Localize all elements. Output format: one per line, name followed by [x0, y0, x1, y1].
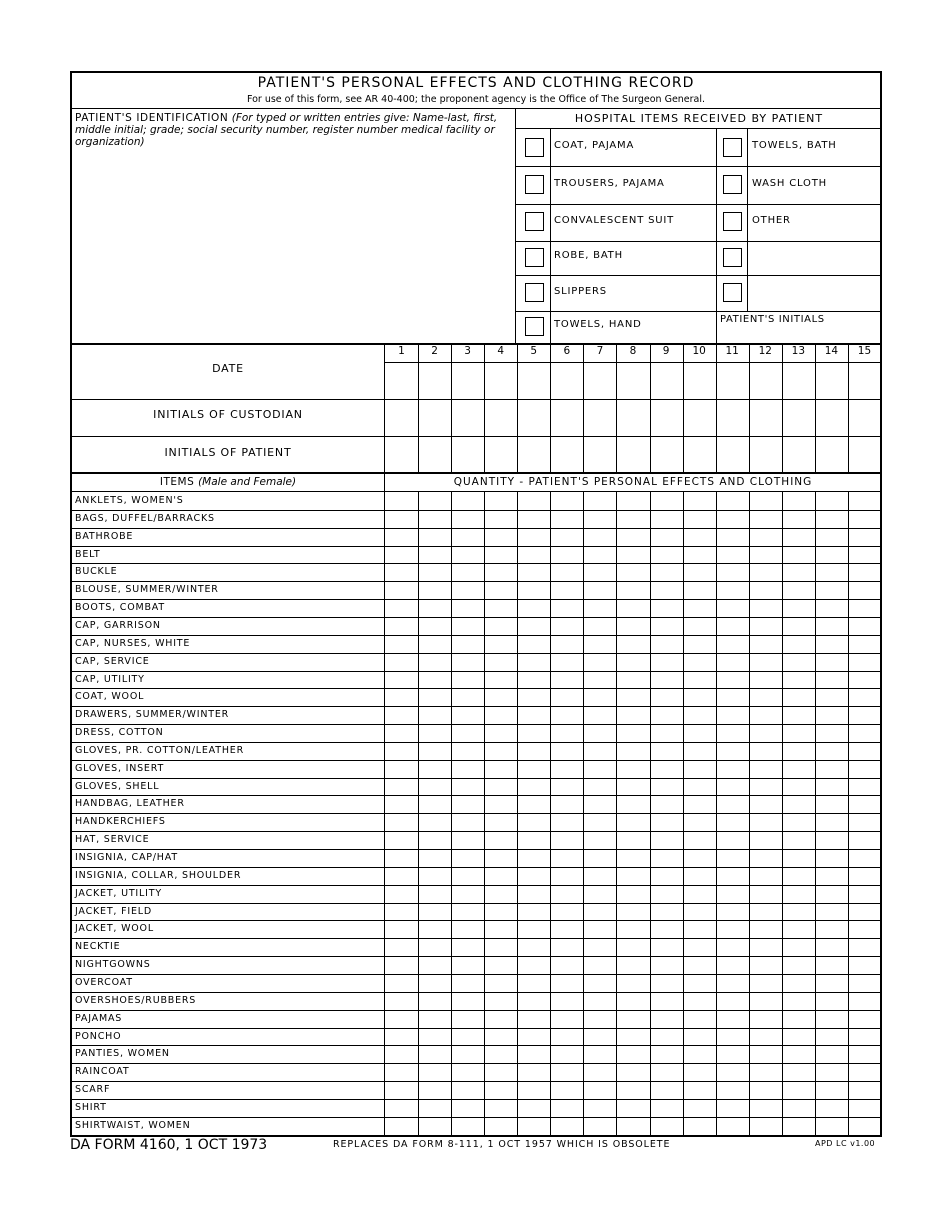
item-label: PONCHO [75, 1030, 122, 1042]
item-row-line [71, 1010, 881, 1011]
patient-identification-caption: PATIENT'S IDENTIFICATION [75, 112, 229, 124]
item-label: PAJAMAS [75, 1012, 123, 1024]
column-number: 8 [629, 345, 637, 357]
item-label: BLOUSE, SUMMER/WINTER [75, 584, 219, 596]
grid-column-line [650, 344, 651, 473]
row-label-date: DATE [212, 362, 244, 375]
column-number-divider [385, 362, 881, 363]
column-number: 12 [758, 345, 772, 357]
items-heading [72, 476, 384, 488]
row-label-patient-initials: INITIALS OF PATIENT [164, 446, 292, 459]
item-row-line [71, 849, 881, 850]
hospital-row-line [515, 275, 881, 276]
checkbox-other-blank-2[interactable] [723, 283, 742, 302]
patient-identification-instructions: (For typed or written entries give: Name-last, first, middle initial; grade; social security number, register number medical facility or organization) [75, 112, 498, 148]
column-number: 4 [497, 345, 505, 357]
hospital-row-line [515, 166, 881, 167]
grid-column-line [716, 344, 717, 473]
item-label: CAP, SERVICE [75, 655, 150, 667]
column-number: 10 [692, 345, 706, 357]
item-label: JACKET, WOOL [75, 923, 154, 935]
id-hospital-divider [515, 108, 516, 344]
item-label: NIGHTGOWNS [75, 959, 151, 971]
item-row-line [71, 920, 881, 921]
grid-column-line [815, 344, 816, 473]
checkbox-robe-bath[interactable] [525, 248, 544, 267]
item-row-line [71, 510, 881, 511]
item-row-line [71, 671, 881, 672]
item-label: DRESS, COTTON [75, 727, 164, 739]
checkbox-coat-pajama[interactable] [525, 138, 544, 157]
checkbox-other-blank-1[interactable] [723, 248, 742, 267]
item-row-line [71, 546, 881, 547]
hospital-item-label: TOWELS, HAND [554, 319, 642, 330]
item-row-line [71, 688, 881, 689]
grid-row-line [71, 399, 881, 400]
item-row-line [71, 742, 881, 743]
hospital-items-heading: HOSPITAL ITEMS RECEIVED BY PATIENT [574, 112, 824, 125]
item-row-line [71, 581, 881, 582]
item-row-line [71, 724, 881, 725]
hospital-item-label: ROBE, BATH [554, 250, 623, 261]
item-row-line [71, 706, 881, 707]
quantity-heading: QUANTITY - PATIENT'S PERSONAL EFFECTS AND CLOTHING [453, 476, 813, 488]
grid-column-line [451, 344, 452, 473]
item-row-line [71, 885, 881, 886]
hospital-right-cb-line [747, 128, 748, 311]
column-number: 7 [596, 345, 604, 357]
item-label: ANKLETS, WOMEN'S [75, 495, 184, 506]
item-label: OVERSHOES/RUBBERS [75, 994, 197, 1006]
item-label: SHIRTWAIST, WOMEN [75, 1119, 191, 1131]
grid-column-line [749, 344, 750, 473]
grid-column-line [848, 344, 849, 473]
item-label: SCARF [75, 1084, 111, 1096]
item-row-line [71, 1063, 881, 1064]
checkbox-convalescent-suit[interactable] [525, 212, 544, 231]
item-row-line [71, 1117, 881, 1118]
item-label: GLOVES, INSERT [75, 762, 165, 774]
item-label: BATHROBE [75, 530, 134, 542]
item-row-line [71, 563, 881, 564]
item-label: SHIRT [75, 1101, 107, 1113]
checkbox-other[interactable] [723, 212, 742, 231]
item-row-line [71, 1028, 881, 1029]
grid-column-line [418, 344, 419, 473]
hospital-row-line [515, 311, 881, 312]
hospital-item-label: TOWELS, BATH [752, 140, 837, 151]
item-row-line [71, 795, 881, 796]
grid-column-line [484, 344, 485, 473]
item-row-line [71, 813, 881, 814]
form-subtitle: For use of this form, see AR 40-400; the proponent agency is the Office of The Surgeon General. [246, 94, 706, 105]
grid-column-line [550, 344, 551, 473]
column-number: 3 [464, 345, 471, 357]
item-label: BOOTS, COMBAT [75, 602, 165, 614]
item-row-line [71, 653, 881, 654]
hospital-item-label: COAT, PAJAMA [554, 140, 635, 151]
item-label: COAT, WOOL [75, 691, 145, 703]
item-label: HAT, SERVICE [75, 834, 150, 846]
item-label: RAINCOAT [75, 1066, 130, 1078]
grid-column-line [583, 344, 584, 473]
item-row-line [71, 1045, 881, 1046]
item-row-line [71, 974, 881, 975]
item-label: CAP, NURSES, WHITE [75, 637, 191, 649]
column-number: 14 [824, 345, 839, 357]
column-number: 13 [791, 345, 806, 357]
form-number: DA FORM 4160, 1 OCT 1973 [70, 1137, 268, 1153]
item-label: BELT [75, 548, 101, 560]
hospital-row-line [515, 241, 881, 242]
item-row-line [71, 956, 881, 957]
grid-column-line [616, 344, 617, 473]
item-row-line [71, 635, 881, 636]
checkbox-slippers[interactable] [525, 283, 544, 302]
item-label: BAGS, DUFFEL/BARRACKS [75, 512, 215, 524]
item-row-line [71, 617, 881, 618]
item-label: BUCKLE [75, 566, 118, 578]
item-label: PANTIES, WOMEN [75, 1048, 170, 1060]
items-heading-label: ITEMS [159, 476, 195, 488]
item-row-line [71, 992, 881, 993]
checkbox-towels-bath[interactable] [723, 138, 742, 157]
item-label: JACKET, FIELD [75, 905, 152, 917]
hospital-item-label: WASH CLOTH [752, 178, 827, 189]
checkbox-towels-hand[interactable] [525, 317, 544, 336]
item-row-line [71, 778, 881, 779]
checkbox-trousers-pajama[interactable] [525, 175, 544, 194]
item-row-line [71, 1099, 881, 1100]
checkbox-wash-cloth[interactable] [723, 175, 742, 194]
grid-column-line [517, 344, 518, 473]
item-row-line [71, 528, 881, 529]
column-number: 15 [857, 345, 872, 357]
form-title: PATIENT'S PERSONAL EFFECTS AND CLOTHING RECORD [257, 75, 695, 91]
replaces-note: REPLACES DA FORM 8-111, 1 OCT 1957 WHICH IS OBSOLETE [333, 1139, 671, 1150]
item-label: CAP, UTILITY [75, 673, 145, 685]
item-label: INSIGNIA, COLLAR, SHOULDER [75, 869, 242, 881]
item-row-line [71, 867, 881, 868]
hospital-item-label: TROUSERS, PAJAMA [554, 178, 665, 189]
item-row-line [71, 599, 881, 600]
item-row-line [71, 1081, 881, 1082]
hospital-item-label: CONVALESCENT SUIT [554, 215, 675, 226]
column-number: 9 [662, 345, 670, 357]
item-row-line [71, 903, 881, 904]
item-label: OVERCOAT [75, 976, 133, 988]
item-label: DRAWERS, SUMMER/WINTER [75, 709, 230, 721]
item-label: HANDBAG, LEATHER [75, 798, 185, 810]
item-label: INSIGNIA, CAP/HAT [75, 852, 178, 863]
grid-column-line [782, 344, 783, 473]
item-label: CAP, GARRISON [75, 619, 161, 631]
item-label: GLOVES, SHELL [75, 780, 160, 792]
section-divider [71, 472, 881, 474]
hospital-item-label: OTHER [752, 215, 791, 226]
item-row-line [71, 938, 881, 939]
patient-identification-label [75, 112, 507, 148]
item-label: HANDKERCHIEFS [75, 816, 166, 828]
column-number: 1 [398, 345, 405, 357]
grid-left-line [384, 344, 385, 1136]
column-number: 5 [530, 345, 538, 357]
item-label: NECKTIE [75, 941, 121, 953]
item-row-line [71, 760, 881, 761]
column-number: 2 [431, 345, 438, 357]
row-label-custodian-initials: INITIALS OF CUSTODIAN [153, 408, 303, 421]
patient-initials-label: PATIENT'S INITIALS [720, 314, 825, 325]
column-number: 6 [563, 345, 571, 357]
grid-column-line [683, 344, 684, 473]
item-label: GLOVES, PR. COTTON/LEATHER [75, 744, 244, 756]
items-heading-note: (Male and Female) [198, 476, 297, 488]
hospital-row-line [515, 204, 881, 205]
item-row-line [71, 831, 881, 832]
hospital-item-label: SLIPPERS [554, 286, 607, 297]
column-number: 11 [725, 345, 739, 357]
hospital-head-divider [515, 128, 881, 129]
item-label: JACKET, UTILITY [75, 887, 162, 899]
title-divider [71, 108, 881, 109]
apd-version: APD LC v1.00 [815, 1139, 876, 1148]
items-head-divider [71, 491, 881, 492]
grid-row-line [71, 436, 881, 437]
